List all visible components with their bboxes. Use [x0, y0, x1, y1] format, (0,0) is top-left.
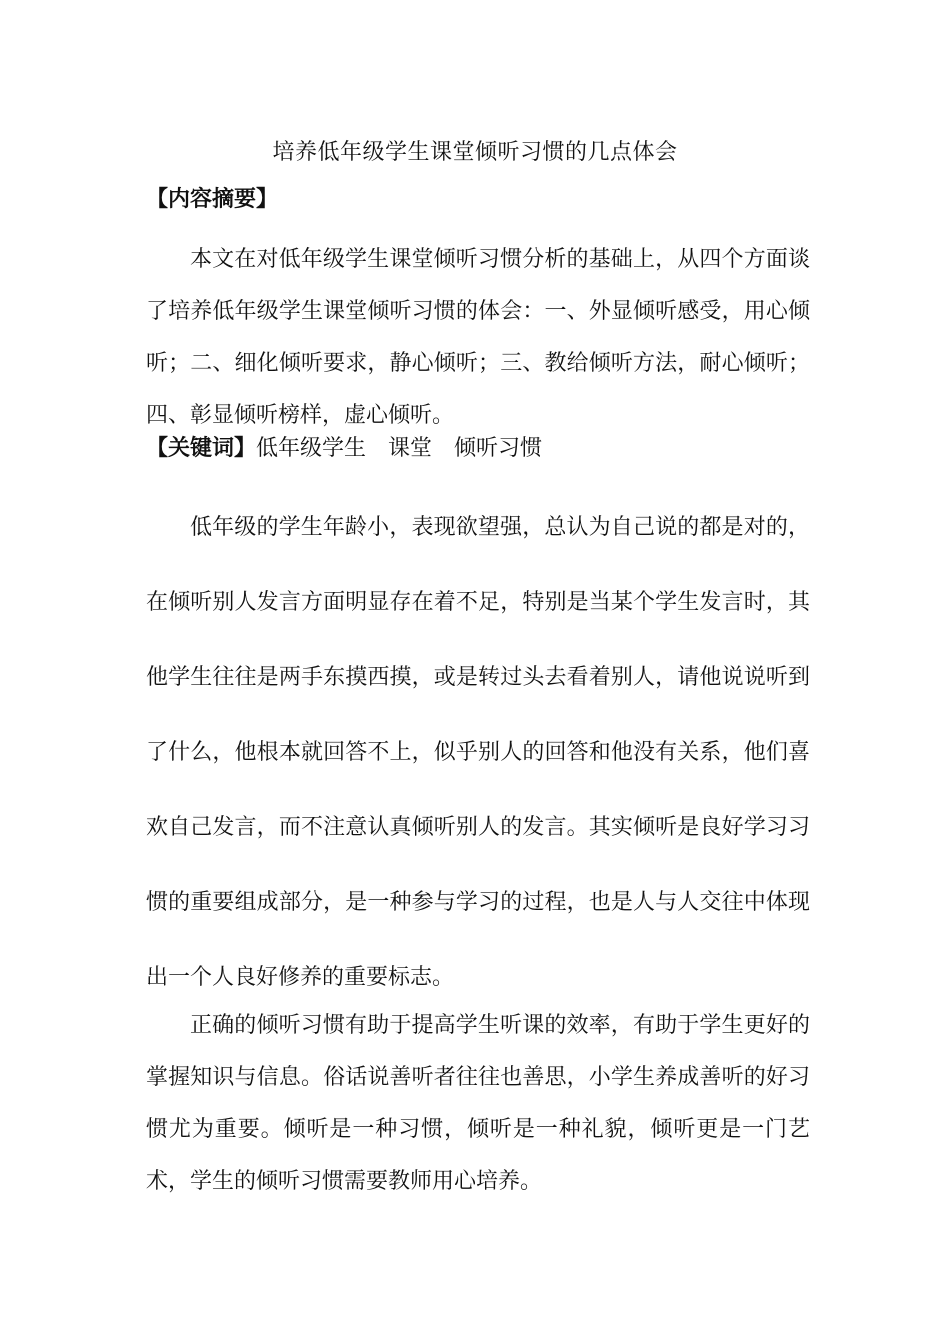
keyword-item: 课堂 — [388, 436, 433, 461]
abstract-text: 本文在对低年级学生课堂倾听习惯分析的基础上，从四个方面谈了培养低年级学生课堂倾听习惯的体会：一、外显倾听感受，用心倾听；二、细化倾听要求，静心倾听；三、教给倾听方法，耐心倾听；四、彰显倾听榜样，虚心倾听。 — [146, 247, 810, 428]
abstract-heading: 【内容摘要】 — [146, 187, 279, 212]
body-paragraph: 正确的倾听习惯有助于提高学生听课的效率，有助于学生更好的掌握知识与信息。俗话说善听者往往也善思，小学生养成善听的好习惯尤为重要。倾听是一种习惯，倾听是一种礼貌，倾听更是一门艺术，学生的倾听习惯需要教师用心培养。 — [146, 1013, 810, 1194]
keyword-item: 倾听习惯 — [454, 436, 543, 461]
keywords-label: 【关键词】 — [146, 436, 257, 461]
document-title: 培养低年级学生课堂倾听习惯的几点体会 — [272, 140, 678, 165]
body-paragraph: 低年级的学生年龄小，表现欲望强，总认为自己说的都是对的，在倾听别人发言方面明显存在着不足，特别是当某个学生发言时，其他学生往往是两手东摸西摸，或是转过头去看着别人，请他说说听到了什么，他根本就回答不上，似乎别人的回答和他没有关系，他们喜欢自己发言，而不注意认真倾听别人的发言。其实倾听是良好学习习惯的重要组成部分，是一种参与学习的过程，也是人与人交往中体现出一个人良好修养的重要标志。 — [146, 515, 810, 990]
keyword-item: 低年级学生 — [256, 436, 367, 461]
keywords-line — [146, 434, 542, 464]
